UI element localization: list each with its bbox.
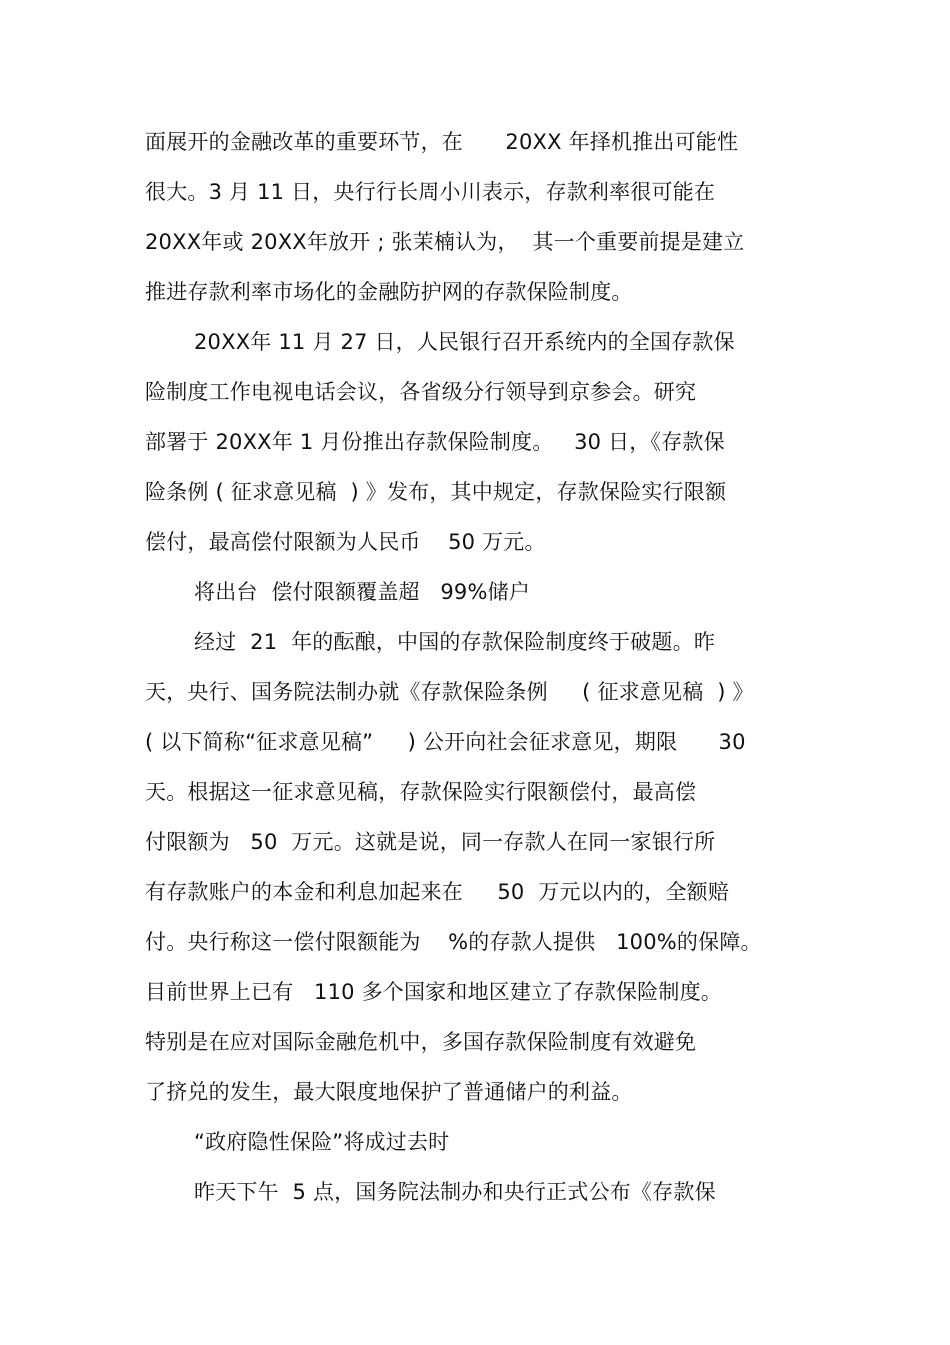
text-line: 特别是在应对国际金融危机中，多国存款保险制度有效避免 — [145, 1030, 697, 1054]
text-line: 付限额为 50 万元。这就是说，同一存款人在同一家银行所 — [145, 830, 716, 854]
text-line: 天，央行、国务院法制办就《存款保险条例 ( 征求意见稿 ) 》 — [145, 680, 754, 704]
text-line: 偿付，最高偿付限额为人民币 50 万元。 — [145, 530, 546, 554]
paragraph-start-line: 昨天下午 5 点，国务院法制办和央行正式公布《存款保 — [194, 1180, 716, 1204]
text-line: 目前世界上已有 110 多个国家和地区建立了存款保险制度。 — [145, 980, 722, 1004]
text-line: 险条例 ( 征求意见稿 ) 》发布，其中规定，存款保险实行限额 — [145, 480, 727, 504]
text-line: 有存款账户的本金和利息加起来在 50 万元以内的，全额赔 — [145, 880, 730, 904]
text-line: 险制度工作电视电话会议，各省级分行领导到京参会。研究 — [145, 380, 697, 404]
text-line: 面展开的金融改革的重要环节，在 20XX 年择机推出可能性 — [145, 130, 739, 154]
paragraph-start-line: 20XX年 11 月 27 日，人民银行召开系统内的全国存款保 — [194, 330, 735, 354]
text-line: 很大。3 月 11 日，央行行长周小川表示，存款利率很可能在 — [145, 180, 716, 204]
section-heading: 将出台 偿付限额覆盖超 99%储户 — [194, 580, 531, 604]
text-line: 部署于 20XX年 1 月份推出存款保险制度。 30 日，《存款保 — [145, 430, 725, 454]
text-line: 付。央行称这一偿付限额能为 %的存款人提供 100%的保障。 — [145, 930, 762, 954]
text-line: 了挤兑的发生，最大限度地保护了普通储户的利益。 — [145, 1080, 633, 1104]
text-line: ( 以下简称“征求意见稿” ) 公开向社会征求意见，期限 30 — [145, 730, 746, 754]
section-heading: “政府隐性保险”将成过去时 — [194, 1130, 450, 1154]
paragraph-start-line: 经过 21 年的酝酿，中国的存款保险制度终于破题。昨 — [194, 630, 716, 654]
text-line: 推进存款利率市场化的金融防护网的存款保险制度。 — [145, 280, 633, 304]
text-line: 20XX年或 20XX年放开 ; 张茉楠认为， 其一个重要前提是建立 — [145, 230, 745, 254]
text-line: 天。根据这一征求意见稿，存款保险实行限额偿付，最高偿 — [145, 780, 697, 804]
